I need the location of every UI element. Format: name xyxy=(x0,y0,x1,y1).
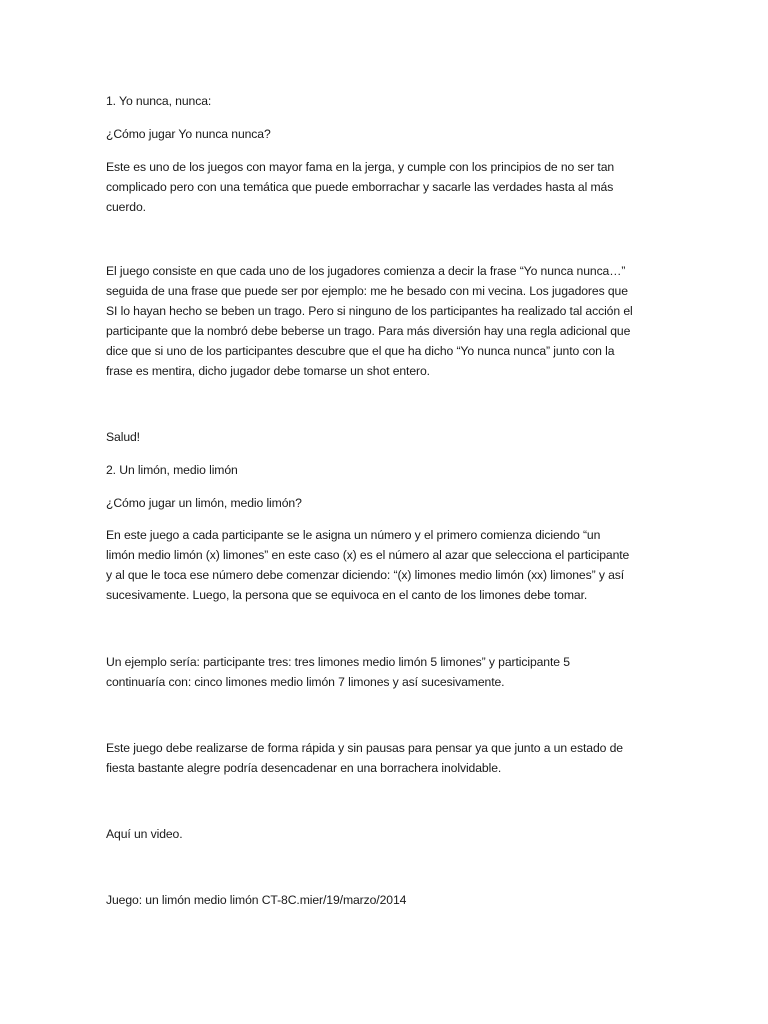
section-2-advice-line: Este juego debe realizarse de forma rápida y sin pausas para pensar ya que junto a un estado de xyxy=(106,741,623,755)
section-2-example-line: Un ejemplo sería: participante tres: tres limones medio limón 5 limones” y participante 5 xyxy=(106,655,570,669)
section-2-rules-line: limón medio limón (x) limones” en este caso (x) es el número al azar que selecciona el participante xyxy=(106,548,630,562)
section-1-rules-line: participante que la nombró debe beberse un trago. Para más diversión hay una regla adicional que xyxy=(106,324,631,338)
section-2-heading: 2. Un limón, medio limón xyxy=(106,463,238,477)
section-2-rules-line: sucesivamente. Luego, la persona que se equivoca en el canto de los limones debe tomar. xyxy=(106,588,588,602)
section-1-intro-line: cuerdo. xyxy=(106,200,146,214)
section-2-question: ¿Cómo jugar un limón, medio limón? xyxy=(106,496,302,510)
section-1-rules-line: SI lo hayan hecho se beben un trago. Pero si ninguno de los participantes ha realizado tal acción el xyxy=(106,304,633,318)
section-1-heading: 1. Yo nunca, nunca: xyxy=(106,94,212,108)
section-1-intro-line: complicado pero con una temática que puede emborrachar y sacarle las verdades hasta al más xyxy=(106,180,614,194)
document-footer: Juego: un limón medio limón CT-8C.mier/19/marzo/2014 xyxy=(106,893,407,907)
section-1-closing: Salud! xyxy=(106,430,140,444)
section-2-rules-line: En este juego a cada participante se le asigna un número y el primero comienza diciendo “un xyxy=(106,528,601,542)
section-1-rules-line: dice que si uno de los participantes descubre que el que ha dicho “Yo nunca nunca” junto con la xyxy=(106,344,615,358)
section-1-intro-line: Este es uno de los juegos con mayor fama en la jerga, y cumple con los principios de no ser tan xyxy=(106,160,615,174)
section-1-rules-line: frase es mentira, dicho jugador debe tomarse un shot entero. xyxy=(106,364,430,378)
section-1-rules-line: seguida de una frase que puede ser por ejemplo: me he besado con mi vecina. Los jugadores que xyxy=(106,284,628,298)
section-2-example-line: continuaría con: cinco limones medio limón 7 limones y así sucesivamente. xyxy=(106,675,505,689)
section-2-advice-line: fiesta bastante alegre podría desencadenar en una borrachera inolvidable. xyxy=(106,761,502,775)
video-note: Aquí un video. xyxy=(106,827,183,841)
section-1-rules-line: El juego consiste en que cada uno de los jugadores comienza a decir la frase “Yo nunca nunca…” xyxy=(106,264,626,278)
section-2-rules-line: y al que le toca ese número debe comenzar diciendo: “(x) limones medio limón (xx) limones” y así xyxy=(106,568,625,582)
section-1-question: ¿Cómo jugar Yo nunca nunca? xyxy=(106,127,271,141)
